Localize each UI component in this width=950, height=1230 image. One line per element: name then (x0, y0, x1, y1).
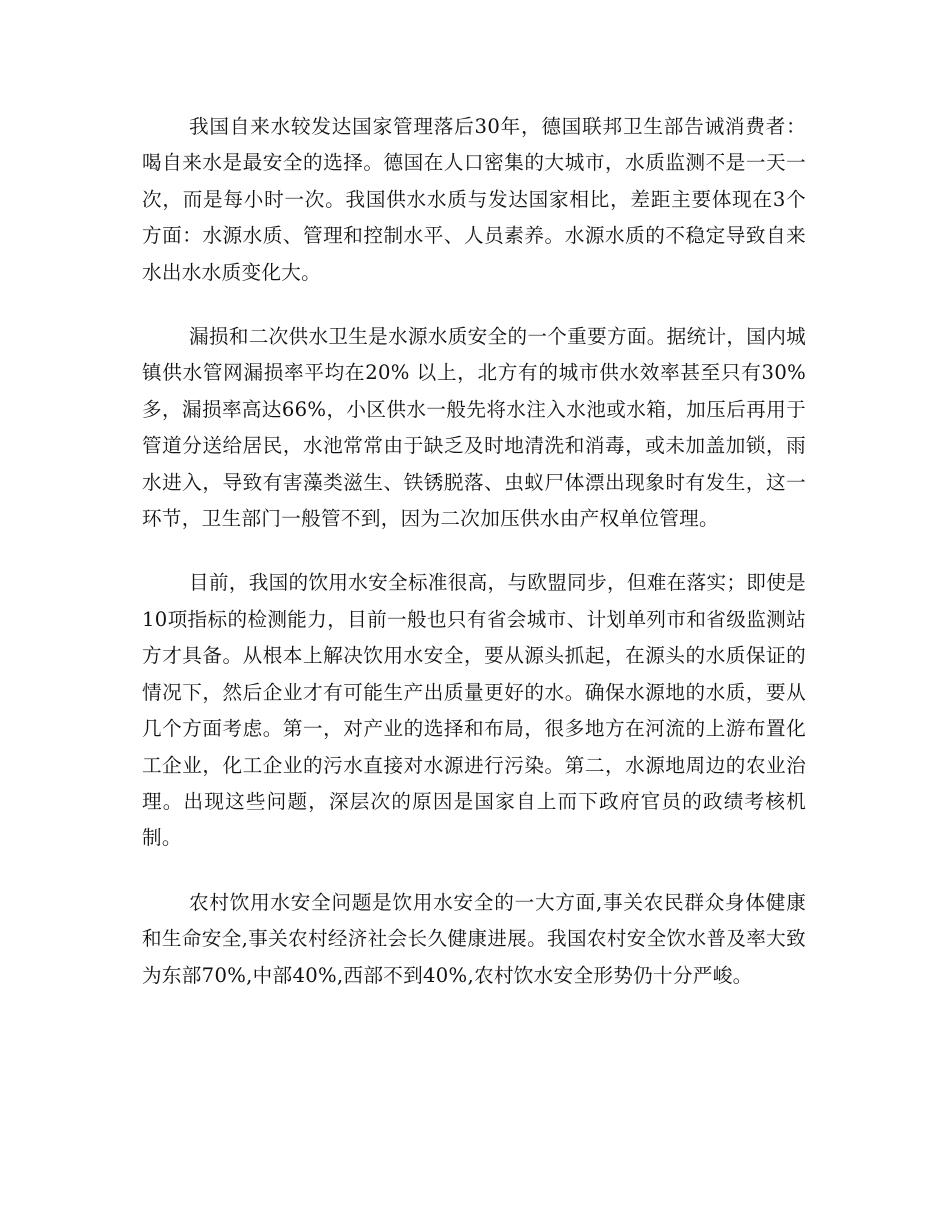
paragraph-leakage-secondary-supply: 漏损和二次供水卫生是水源水质安全的一个重要方面。据统计，国内城镇供水管网漏损率平均在20% 以上，北方有的城市供水效率甚至只有30%多，漏损率高达66%，小区供水一般先将水注入水池或水箱，加压后再用于管道分送给居民，水池常常由于缺乏及时地清洗和消毒，或未加盖加锁，雨水进入，导致有害藻类滋生、铁锈脱落、虫蚁尸体漂出现象时有发生，这一环节，卫生部门一般管不到，因为二次加压供水由产权单位管理。 (142, 325, 806, 531)
paragraph-foreign-comparison: 我国自来水较发达国家管理落后30年，德国联邦卫生部告诫消费者：喝自来水是最安全的选择。德国在人口密集的大城市，水质监测不是一天一次，而是每小时一次。我国供水水质与发达国家相比，差距主要体现在3个方面：水源水质、管理和控制水平、人员素养。水源水质的不稳定导致自来水出水水质变化大。 (142, 115, 806, 284)
paragraph-rural-water-safety: 农村饮用水安全问题是饮用水安全的一大方面,事关农民群众身体健康和生命安全,事关农村经济社会长久健康进展。我国农村安全饮水普及率大致为东部70%,中部40%,西部不到40%,农村饮水安全形势仍十分严峻。 (142, 890, 806, 987)
document-body (142, 109, 806, 994)
paragraph-standards-source-protection: 目前，我国的饮用水安全标准很高，与欧盟同步，但难在落实；即使是10项指标的检测能力，目前一般也只有省会城市、计划单列市和省级监测站方才具备。从根本上解决饮用水安全，要从源头抓起，在源头的水质保证的情况下，然后企业才有可能生产出质量更好的水。确保水源地的水质，要从几个方面考虑。第一，对产业的选择和布局，很多地方在河流的上游布置化工企业，化工企业的污水直接对水源进行污染。第二，水源地周边的农业治理。出现这些问题，深层次的原因是国家自上而下政府官员的政绩考核机制。 (142, 571, 806, 850)
